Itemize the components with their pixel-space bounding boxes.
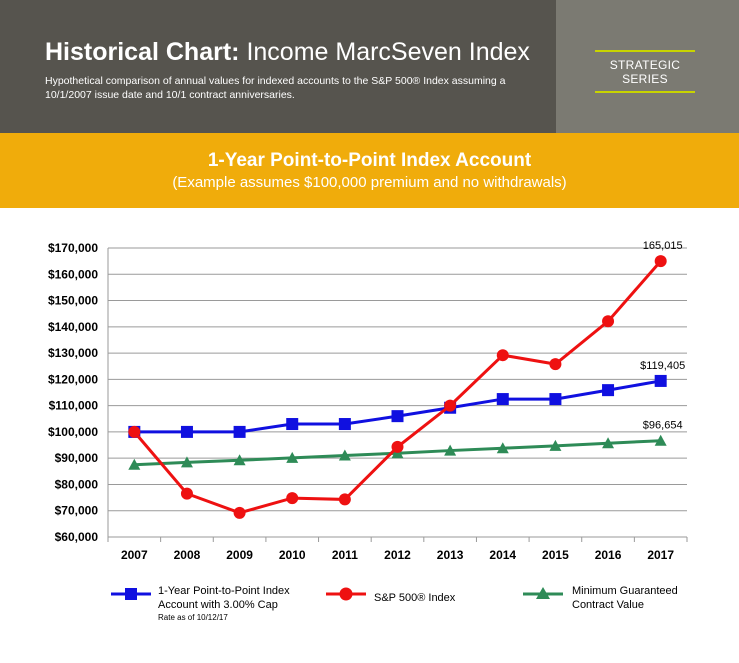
data-point-circle [234,507,246,519]
data-label: $119,405 [640,359,686,372]
page-title [45,38,530,67]
y-tick-label: $130,000 [47,346,98,361]
legend-item-index-account [158,584,290,623]
x-tick-label: 2008 [173,548,201,562]
legend-swatch-minimum [522,586,564,600]
x-tick-label: 2013 [436,548,464,562]
data-point-circle [602,315,614,327]
legend-label-sp500: S&P 500® Index [374,592,456,604]
x-tick-label: 2012 [384,548,411,562]
data-point-circle [549,358,561,370]
title-rest: Income MarcSeven Index [246,38,530,66]
y-tick-label: $100,000 [47,424,98,439]
data-point-circle [655,255,667,267]
series-line-square [134,381,660,432]
series-line-circle [134,261,660,513]
y-tick-label: $90,000 [54,451,98,466]
data-point-square [392,410,404,422]
data-point-square [497,393,509,405]
data-point-circle [392,441,404,453]
legend-label-minimum-1: Minimum Guaranteed [572,585,678,597]
data-point-circle [128,426,140,438]
data-point-circle [339,493,351,505]
chart-title: 1-Year Point-to-Point Index Account [207,150,532,171]
legend-swatch-index-account [110,587,152,601]
title-bold: Historical Chart: [45,38,240,66]
legend-swatch-sp500 [325,587,367,601]
series-tag: STRATEGIC SERIES [595,50,695,93]
data-point-square [234,426,246,438]
data-point-circle [286,492,298,504]
legend-label-minimum-2: Contract Value [572,599,644,611]
data-point-square [602,384,614,396]
page-subtitle: Hypothetical comparison of annual values for indexed accounts to the S&P 500® Index assuming a 10/1/2007 issue date and 10/1 contract anniversaries. [45,75,506,101]
data-label: $96,654 [642,419,683,432]
y-tick-label: $120,000 [47,372,98,387]
legend-rate-note: Rate as of 10/12/17 [158,613,228,622]
legend-item-sp500 [374,591,455,605]
data-point-circle [181,488,193,500]
x-tick-label: 2007 [120,548,148,562]
y-tick-label: $70,000 [54,503,98,518]
x-tick-label: 2011 [331,548,358,562]
data-point-square [181,426,193,438]
legend-label-index-account-2: Account with 3.00% Cap [158,599,278,611]
x-tick-label: 2016 [594,548,622,562]
legend-item-minimum [572,584,678,612]
y-tick-label: $60,000 [54,530,98,544]
y-tick-label: $110,000 [48,398,98,413]
y-tick-label: $150,000 [47,293,98,308]
y-tick-label: $140,000 [47,319,98,334]
data-point-square [339,418,351,430]
x-tick-label: 2010 [278,548,306,562]
x-tick-label: 2014 [489,548,517,562]
chart-banner [0,133,739,208]
data-point-circle [497,349,509,361]
data-point-square [655,375,667,387]
y-tick-label: $170,000 [47,241,98,255]
data-label: 165,015 [642,240,683,253]
data-point-circle [444,400,456,412]
y-tick-label: $160,000 [47,267,98,282]
x-tick-label: 2009 [226,548,253,562]
data-point-square [549,393,561,405]
data-point-square [286,418,298,430]
y-tick-label: $80,000 [54,477,98,492]
x-tick-label: 2015 [542,548,569,562]
legend-label-index-account-1: 1-Year Point-to-Point Index [158,585,290,597]
x-tick-label: 2017 [647,548,675,562]
line-chart [0,208,739,578]
chart-subtitle: (Example assumes $100,000 premium and no withdrawals) [172,174,567,191]
